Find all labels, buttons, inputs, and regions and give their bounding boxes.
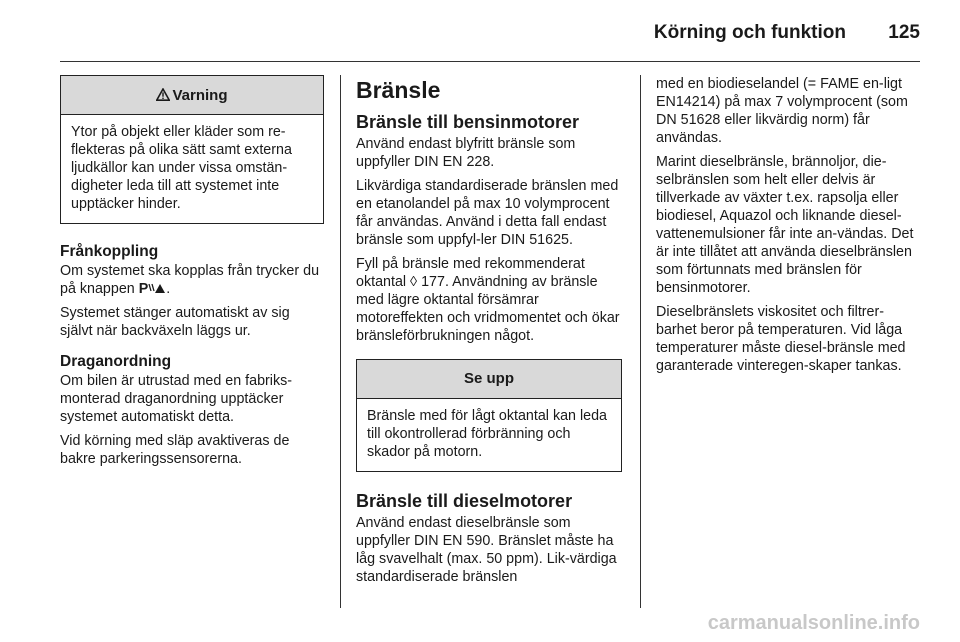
- page-number: 125: [888, 22, 920, 43]
- bensin-text-after: 177. Användning av bränsle med lägre oktantal försämrar motoreffekten och vridmomentet och ökar bränsleförbrukningen något.: [356, 274, 620, 344]
- bensin-paragraph-3: [356, 255, 622, 345]
- bensin-paragraph-2: Likvärdiga standardiserade bränslen med en etanolandel på max 10 volymprocent får användas. Använd i detta fall endast bränsle som uppfyl-ler DIN 51625.: [356, 178, 619, 248]
- diesel-paragraph-1: Använd endast dieselbränsle som uppfyller DIN EN 590. Bränslet måste ha låg svavelhalt (max. 50 ppm). Lik-värdiga standardiserade bränslen: [356, 515, 617, 585]
- bensin-paragraph-1: Använd endast blyfritt bränsle som uppfyller DIN EN 228.: [356, 136, 576, 170]
- caution-box: [356, 359, 622, 472]
- warning-triangle-icon: [156, 76, 170, 114]
- section-title: Bränsle: [356, 77, 441, 103]
- caution-box-header: Se upp: [357, 360, 621, 399]
- frankoppling-heading: Frånkoppling: [60, 243, 159, 260]
- draganordning-paragraph-2: Vid körning med släp avaktiveras de bakre parkeringssensorerna.: [60, 433, 290, 467]
- frankoppling-paragraph-2: Systemet stänger automatiskt av sig självt när backväxeln läggs ur.: [60, 305, 290, 339]
- park-pilot-button-icon: [139, 281, 167, 297]
- bensin-text-before: Fyll på bränsle med rekommenderat oktantal: [356, 256, 585, 290]
- column-2: [356, 75, 622, 592]
- warning-title: Varning: [172, 87, 228, 104]
- caution-text: Bränsle med för lågt oktantal kan leda till okontrollerad förbränning och skador på motorn.: [367, 408, 608, 460]
- diesel-paragraph-2: med en biodieselandel (= FAME en-ligt EN14214) på max 7 volymprocent (som DN 51628 eller likvärdig norm) får användas.: [656, 76, 908, 146]
- draganordning-heading: Draganordning: [60, 353, 172, 370]
- draganordning-paragraph-1: Om bilen är utrustad med en fabriks-monterad draganordning upptäcker systemet automatiskt detta.: [60, 373, 293, 425]
- diesel-heading: Bränsle till dieselmotorer: [356, 491, 573, 511]
- warning-box: [60, 75, 324, 224]
- column-divider-2: [640, 75, 641, 608]
- header-rule: [60, 61, 920, 62]
- warning-text: Ytor på objekt eller kläder som re-flekteras på olika sätt samt externa ljudkällor kan under vissa omstän-digheter leda till att systemet inte upptäcker hinder.: [71, 124, 292, 212]
- park-pilot-letter: P: [138, 281, 149, 297]
- frankoppling-text-after: .: [166, 281, 171, 297]
- page-header-title: Körning och funktion: [653, 22, 846, 43]
- frankoppling-text-before: Om systemet ska kopplas från trycker du på knappen: [60, 263, 320, 297]
- diesel-paragraph-3: Marint dieselbränsle, brännoljor, die-selbränslen som helt eller delvis är tillverkade av växter t.ex. rapsolja eller biodiesel, Aquazol och liknande diesel-vattenemulsioner får inte an-vändas. Det är inte tillåtet att använda dieselbränslen som förtunnats med bränslen för bensinmotorer.: [656, 154, 914, 296]
- column-3: [656, 75, 922, 381]
- frankoppling-paragraph-1: [60, 262, 324, 298]
- warning-box-header: [61, 76, 323, 115]
- bensin-heading: Bränsle till bensinmotorer: [356, 112, 580, 132]
- page-reference-icon: ◊: [410, 274, 418, 290]
- watermark: carmanualsonline.info: [707, 612, 920, 634]
- diesel-paragraph-4: Dieselbränslets viskositet och filtrer-barhet beror på temperaturen. Vid låga temperaturer måste diesel-bränsle med garanterade vinteregen-skaper tankas.: [656, 304, 906, 374]
- column-divider-1: [340, 75, 341, 608]
- column-1: [60, 75, 324, 474]
